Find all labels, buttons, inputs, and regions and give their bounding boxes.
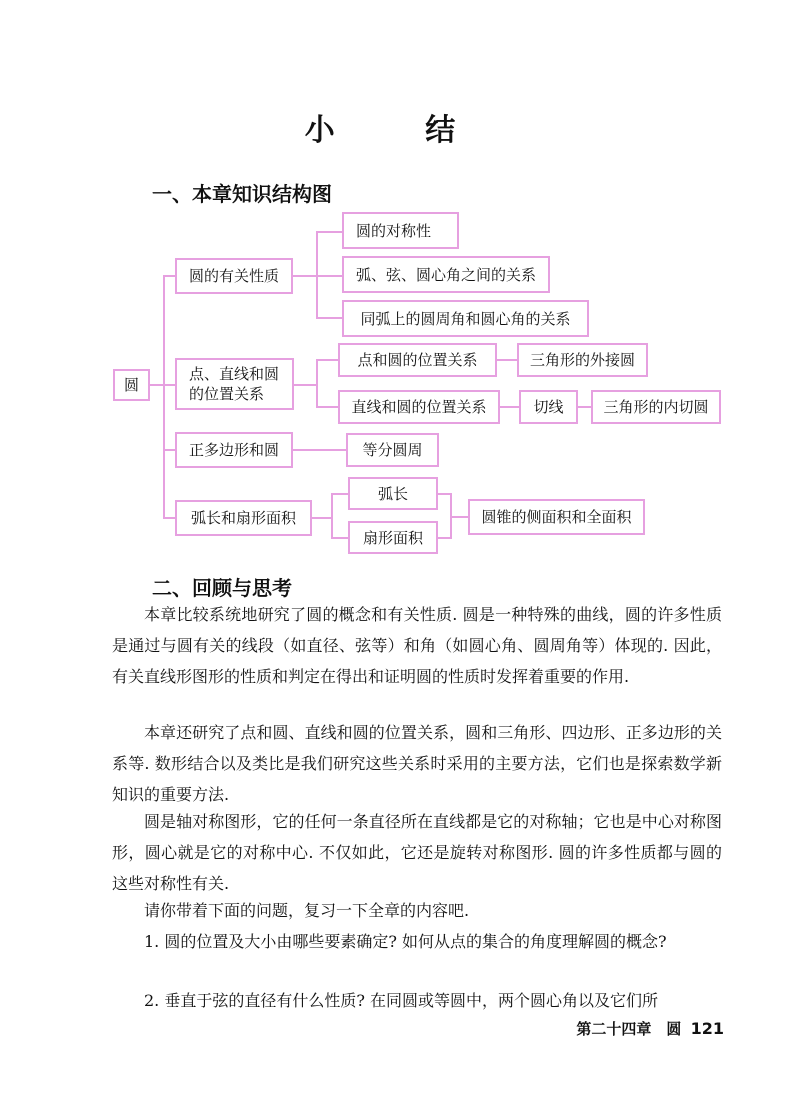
page-title: 小 结	[304, 113, 496, 148]
question-item: 1. 圆的位置及大小由哪些要素确定? 如何从点的集合的角度理解圆的概念?	[144, 932, 667, 951]
connector	[294, 384, 318, 386]
connector	[293, 449, 346, 451]
paragraph: 本章还研究了点和圆、直线和圆的位置关系，圆和三角形、四边形、正多边形的关系等. 数形结合以及类比是我们研究这些关系时采用的主要方法，它们也是探索数学新知识的重要方法.	[112, 723, 722, 804]
connector	[163, 275, 165, 518]
node-cone-area: 圆锥的侧面积和全面积	[468, 499, 645, 535]
node-symmetry: 圆的对称性	[342, 212, 459, 249]
paragraph: 请你带着下面的问题，复习一下全章的内容吧.	[144, 901, 470, 920]
connector	[331, 537, 348, 539]
chapter-label: 第二十四章 圆	[576, 1020, 682, 1038]
node-inscribed-central-angle-relation: 同弧上的圆周角和圆心角的关系	[342, 300, 589, 337]
connector	[500, 406, 519, 408]
node-circle-properties: 圆的有关性质	[175, 258, 293, 294]
node-position-relations	[175, 358, 294, 410]
paragraph: 本章比较系统地研究了圆的概念和有关性质. 圆是一种特殊的曲线，圆的许多性质是通过与圆有关的线段（如直径、弦等）和角（如圆心角、圆周角等）体现的. 因此，有关直线形图形的性质和判定在得出和证明圆的性质时发挥着重要的作用.	[112, 605, 722, 686]
node-tangent: 切线	[519, 390, 578, 424]
connector	[316, 406, 338, 408]
connector	[331, 493, 348, 495]
node-position-relations-line2: 的位置关系	[189, 385, 265, 403]
node-position-relations-line1: 点、直线和圆	[189, 365, 280, 383]
connector	[163, 449, 175, 451]
node-line-circle-relation: 直线和圆的位置关系	[338, 390, 500, 424]
node-regular-polygon-circle: 正多边形和圆	[175, 432, 293, 468]
node-root-circle: 圆	[113, 369, 150, 401]
connector	[316, 359, 318, 408]
node-arc-length: 弧长	[348, 477, 438, 510]
connector	[316, 231, 342, 233]
page-number: 121	[690, 1019, 724, 1038]
node-sector-area: 扇形面积	[348, 521, 438, 554]
connector	[163, 517, 175, 519]
node-divide-circumference: 等分圆周	[346, 433, 439, 467]
paragraph: 圆是轴对称图形，它的任何一条直径所在直线都是它的对称轴；它也是中心对称图形，圆心就是它的对称中心. 不仅如此，它还是旋转对称图形. 圆的许多性质都与圆的这些对称性有关.	[112, 812, 722, 893]
connector	[316, 317, 342, 319]
node-arc-length-sector-area: 弧长和扇形面积	[175, 500, 312, 536]
node-circumcircle: 三角形的外接圆	[517, 343, 648, 377]
connector	[312, 517, 333, 519]
question-item: 2. 垂直于弦的直径有什么性质? 在同圆或等圆中，两个圆心角以及它们所	[144, 991, 659, 1010]
connector	[163, 384, 175, 386]
section-heading-knowledge-map: 一、本章知识结构图	[152, 182, 332, 206]
node-incircle: 三角形的内切圆	[591, 390, 721, 424]
connector	[578, 406, 591, 408]
connector	[316, 275, 342, 277]
section-heading-review: 二、回顾与思考	[152, 576, 292, 600]
connector	[450, 516, 468, 518]
connector	[163, 275, 175, 277]
node-arc-chord-angle-relation: 弧、弦、圆心角之间的关系	[342, 256, 550, 293]
node-point-circle-relation: 点和圆的位置关系	[338, 343, 497, 377]
connector	[293, 275, 318, 277]
page-footer	[576, 1018, 724, 1039]
connector	[497, 359, 517, 361]
connector	[316, 359, 338, 361]
connector	[331, 493, 333, 539]
